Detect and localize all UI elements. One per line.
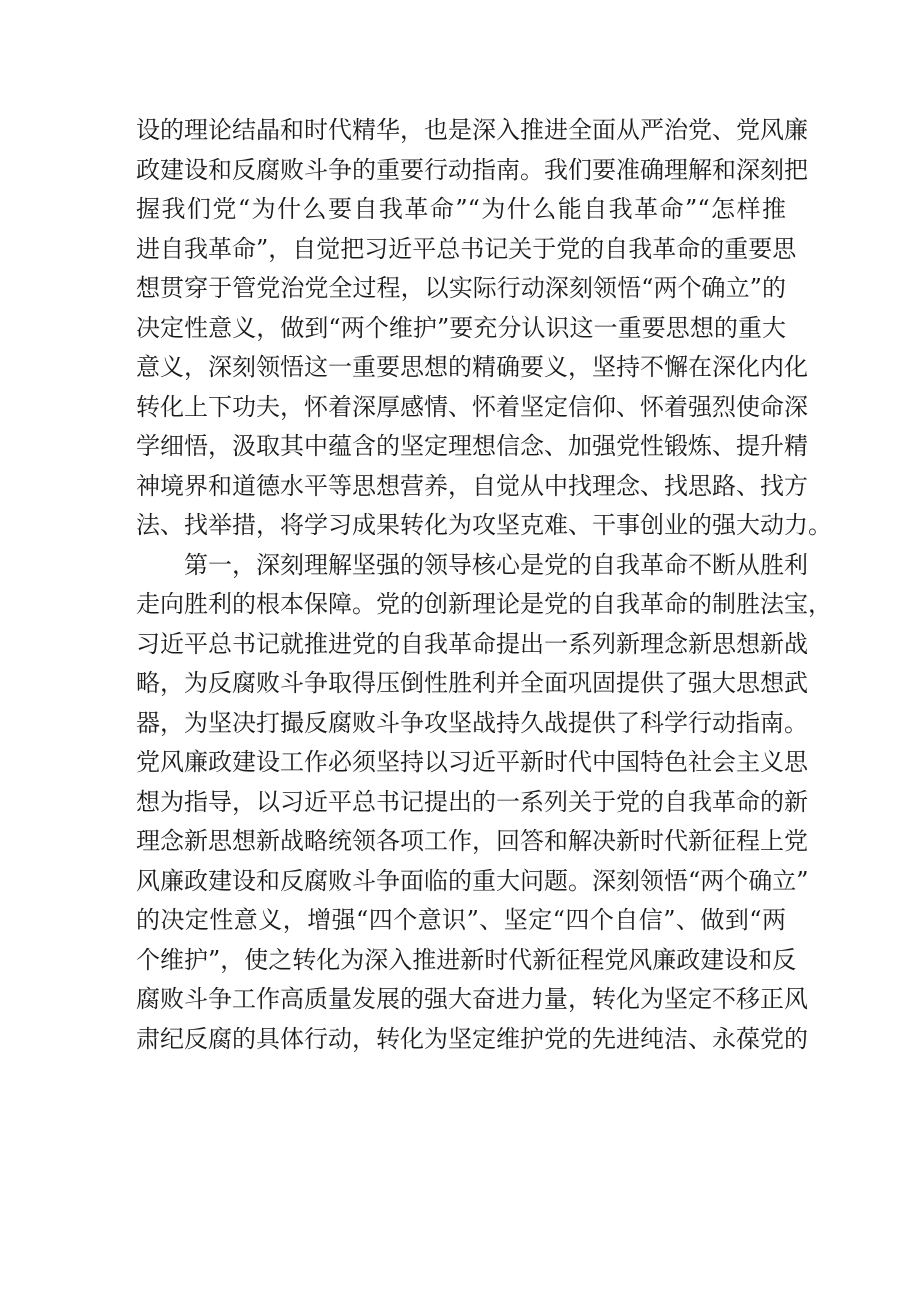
text-line: 决定性意义，做到“两个维护”要充分认识这一重要思想的重大 [136,313,786,342]
text-line: 转化上下功夫，怀着深厚感情、怀着坚定信仰、怀着强烈使命深 [136,392,808,421]
body-text [136,111,832,1059]
text-line: 握我们党“为什么要自我革命”“为什么能自我革命”“怎样推 [136,195,786,223]
text-line: 第一，深刻理解坚强的领导核心是党的自我革命不断从胜利 [184,550,808,579]
text-line: 党风廉政建设工作必须坚持以习近平新时代中国特色社会主义思 [136,748,808,776]
text-line: 略，为反腐败斗争取得压倒性胜利并全面巩固提供了强大思想武 [136,669,808,697]
text-line: 腐败斗争工作高质量发展的强大奋进力量，转化为坚定不移正风 [136,985,808,1013]
text-line: 进自我革命”，自觉把习近平总书记关于党的自我革命的重要思 [136,234,797,263]
text-line: 走向胜利的根本保障。党的创新理论是党的自我革命的制胜法宝， [136,590,832,618]
text-line: 想贯穿于管党治党全过程，以实际行动深刻领悟“两个确立”的 [136,274,786,302]
text-line: 的决定性意义，增强“四个意识”、坚定“四个自信”、做到“两 [136,906,786,934]
text-line: 理念新思想新战略统领各项工作，回答和解决新时代新征程上党 [136,827,808,855]
text-line: 设的理论结晶和时代精华，也是深入推进全面从严治党、党风廉 [136,116,808,144]
text-line: 肃纪反腐的具体行动，转化为坚定维护党的先进纯洁、永葆党的 [136,1024,808,1053]
text-line: 神境界和道德水平等思想营养，自觉从中找理念、找思路、找方 [136,471,808,500]
text-line: 政建设和反腐败斗争的重要行动指南。我们要准确理解和深刻把 [136,155,808,184]
text-line: 法、找举措，将学习成果转化为攻坚克难、干事创业的强大动力。 [136,511,832,539]
text-line: 学细悟，汲取其中蕴含的坚定理想信念、加强党性锻炼、提升精 [136,432,808,460]
text-line: 意义，深刻领悟这一重要思想的精确要义，坚持不懈在深化内化 [136,353,808,381]
text-line: 风廉政建设和反腐败斗争面临的重大问题。深刻领悟“两个确立” [136,866,809,895]
text-line: 想为指导，以习近平总书记提出的一系列关于党的自我革命的新 [136,787,808,816]
text-line: 个维护”，使之转化为深入推进新时代新征程党风廉政建设和反 [136,945,797,974]
text-line: 器，为坚决打撮反腐败斗争攻坚战持久战提供了科学行动指南。 [136,708,808,737]
text-line: 习近平总书记就推进党的自我革命提出一系列新理念新思想新战 [136,629,808,658]
